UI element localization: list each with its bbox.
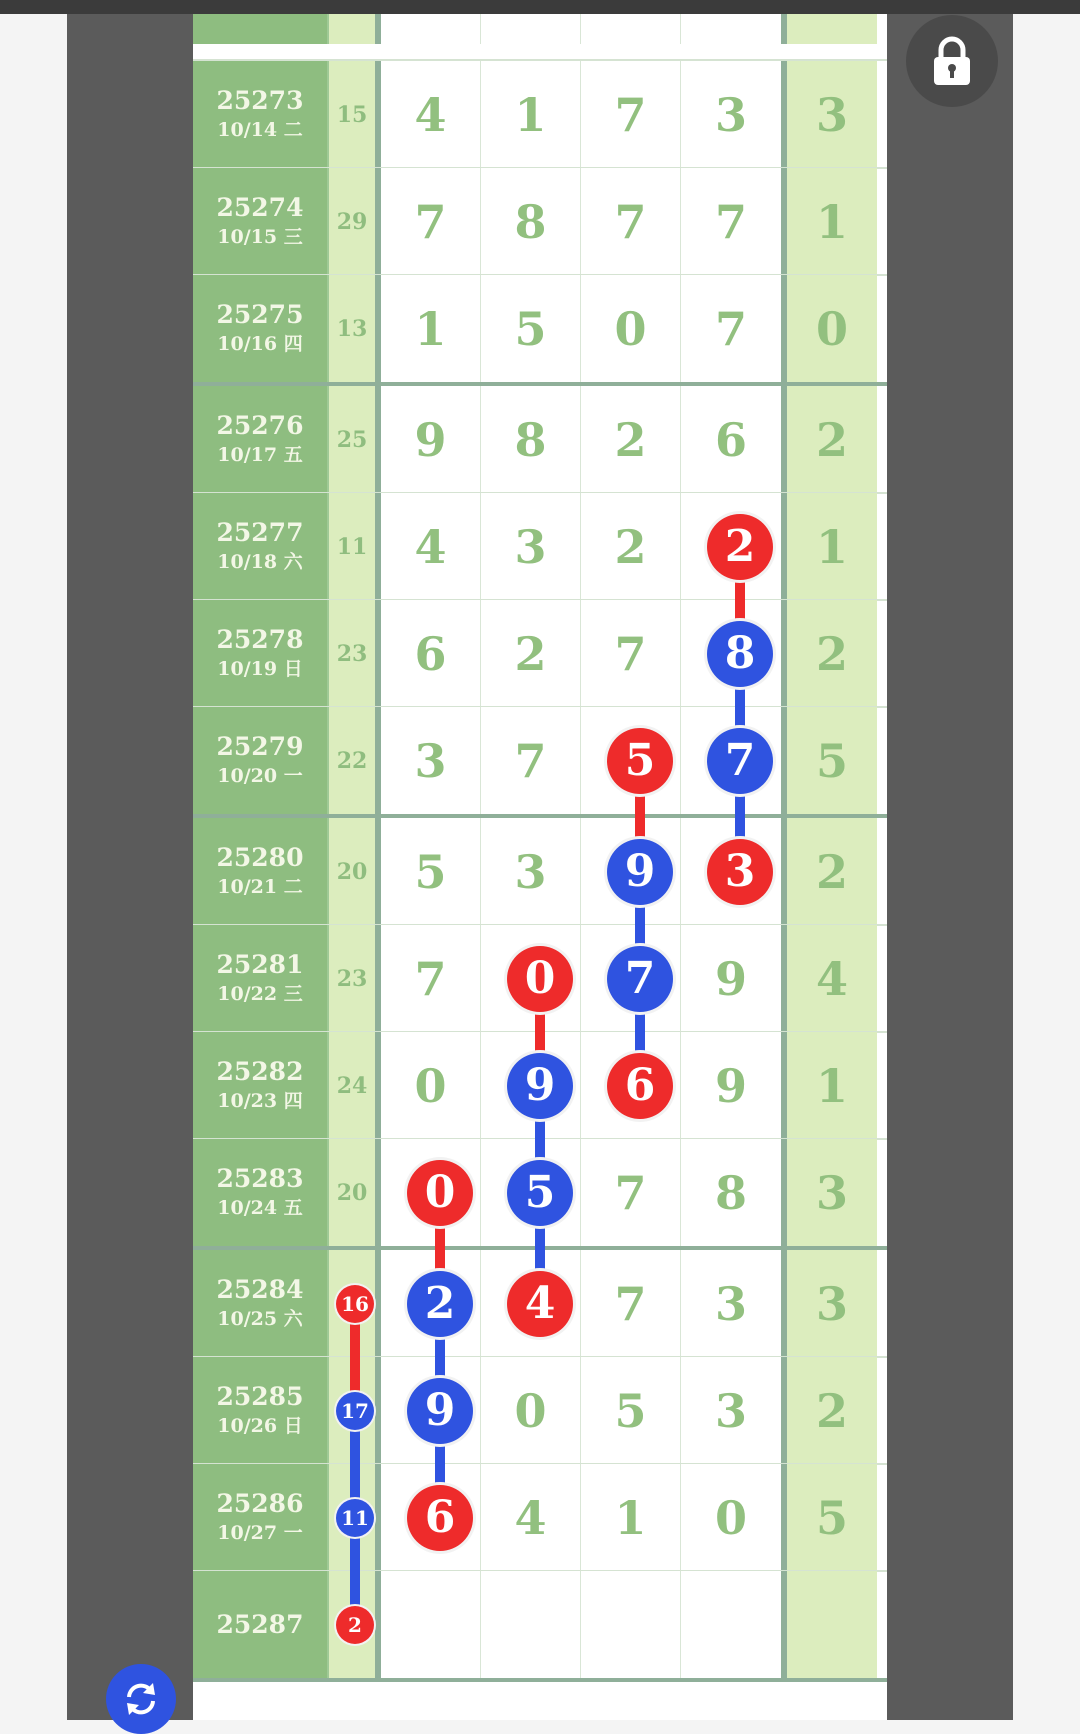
digit-cell-4: 0 [681,1464,781,1571]
sum-cell [329,14,381,44]
period-date: 10/26 日 [217,1414,303,1437]
digit-cell-3: 7 [581,168,681,275]
sum-cell: 24 [329,1032,381,1139]
sum-cell: 13 [329,275,381,382]
digit-cell-3: 1 [581,1464,681,1571]
trend-chart-table [193,14,887,1720]
digit-highlight-ball: 5 [507,1160,573,1226]
period-number: 25274 [216,192,304,222]
digit-cell-3: 7 [581,600,681,707]
sum-cell: 23 [329,600,381,707]
digit-cell [481,14,581,44]
digit-cell-4: 9 [681,925,781,1032]
refresh-button[interactable] [106,1664,176,1734]
digit-cell-1: 6 [381,600,481,707]
tail-cell: 2 [781,818,877,925]
digit-cell-2: 5 [481,275,581,382]
period-number: 25285 [216,1381,304,1411]
period-cell [193,386,329,493]
digit-highlight-ball: 9 [607,839,673,905]
tail-cell: 5 [781,707,877,814]
digit-highlight-ball: 3 [707,839,773,905]
table-row [193,600,887,707]
period-cell [193,1464,329,1571]
sum-cell: 20 [329,818,381,925]
digit-cell-4: 6 [681,386,781,493]
digit-cell-3: 7 [581,61,681,168]
period-number: 25282 [216,1056,304,1086]
table-row [193,493,887,600]
period-number: 25283 [216,1163,304,1193]
row-divider [193,1678,887,1682]
refresh-icon [121,1679,161,1719]
period-date: 10/15 三 [217,225,303,248]
period-date: 10/17 五 [217,443,303,466]
period-cell [193,600,329,707]
period-number: 25279 [216,731,304,761]
digit-cell-1 [381,1571,481,1678]
period-number: 25278 [216,624,304,654]
digit-cell-4: 7 [681,168,781,275]
period-date: 10/27 一 [217,1521,303,1544]
digit-cell-1: 3 [381,707,481,814]
digit-cell-2: 0 [481,1357,581,1464]
period-cell [193,493,329,600]
period-date: 10/21 二 [217,875,303,898]
sum-cell: 29 [329,168,381,275]
sum-highlight-ball: 17 [336,1392,374,1430]
digit-highlight-ball: 2 [407,1271,473,1337]
tail-cell: 4 [781,925,877,1032]
digit-highlight-ball: 8 [707,621,773,687]
digit-highlight-ball: 0 [407,1160,473,1226]
sum-cell: 22 [329,707,381,814]
digit-cell-3: 7 [581,1250,681,1357]
digit-cell-2 [481,1571,581,1678]
tail-cell: 1 [781,1032,877,1139]
tail-cell: 0 [781,275,877,382]
digit-highlight-ball: 7 [707,728,773,794]
digit-cell-3 [581,1571,681,1678]
table-row [193,1357,887,1464]
digit-highlight-ball: 9 [407,1378,473,1444]
sum-cell: 11 [329,493,381,600]
digit-cell [581,14,681,44]
digit-cell [681,14,781,44]
period-cell [193,925,329,1032]
period-cell [193,707,329,814]
period-date: 10/16 四 [217,332,303,355]
sum-cell: 23 [329,925,381,1032]
tail-cell [781,1571,877,1678]
digit-highlight-ball: 5 [607,728,673,794]
digit-cell [381,14,481,44]
digit-cell-1: 9 [381,386,481,493]
digit-cell-1: 4 [381,493,481,600]
period-cell [193,1357,329,1464]
digit-highlight-ball: 2 [707,514,773,580]
digit-cell-2: 8 [481,168,581,275]
digit-cell-1: 5 [381,818,481,925]
digit-cell-2: 4 [481,1464,581,1571]
digit-cell-4: 3 [681,61,781,168]
sum-highlight-ball: 16 [336,1285,374,1323]
tail-cell: 1 [781,168,877,275]
digit-highlight-ball: 7 [607,946,673,1012]
period-date: 10/24 五 [217,1196,303,1219]
digit-cell-4: 3 [681,1250,781,1357]
row-divider [193,59,887,61]
digit-highlight-ball: 6 [607,1053,673,1119]
table-row-partial [193,14,887,44]
digit-cell-3: 7 [581,1139,681,1246]
sum-highlight-ball: 11 [336,1499,374,1537]
period-cell [193,1250,329,1357]
tail-cell: 2 [781,600,877,707]
period-cell [193,1139,329,1246]
table-row [193,707,887,814]
period-number: 25287 [216,1609,304,1639]
period-cell [193,1571,329,1678]
period-date: 10/23 四 [217,1089,303,1112]
period-cell [193,1032,329,1139]
digit-cell-2: 1 [481,61,581,168]
digit-cell-4: 3 [681,1357,781,1464]
period-number: 25276 [216,410,304,440]
digit-cell-2: 3 [481,493,581,600]
digit-cell-2: 7 [481,707,581,814]
period-date: 10/20 一 [217,764,303,787]
sum-cell: 25 [329,386,381,493]
digit-cell-2: 8 [481,386,581,493]
period-cell [193,168,329,275]
period-cell [193,61,329,168]
period-number: 25280 [216,842,304,872]
status-bar [0,0,1080,14]
digit-cell-2: 3 [481,818,581,925]
period-number: 25281 [216,949,304,979]
period-date: 10/25 六 [217,1307,303,1330]
digit-cell-3: 2 [581,493,681,600]
digit-cell-3: 0 [581,275,681,382]
table-row [193,386,887,493]
period-date: 10/14 二 [217,118,303,141]
period-cell [193,275,329,382]
tail-cell: 3 [781,61,877,168]
table-row [193,168,887,275]
period-cell [193,818,329,925]
period-number: 25277 [216,517,304,547]
digit-cell-4: 9 [681,1032,781,1139]
sum-cell: 20 [329,1139,381,1246]
period-cell [193,14,329,44]
period-date: 10/22 三 [217,982,303,1005]
period-date: 10/19 日 [217,657,303,680]
table-row [193,61,887,168]
table-row [193,275,887,382]
sum-highlight-ball: 2 [336,1606,374,1644]
period-number: 25275 [216,299,304,329]
digit-cell-3: 5 [581,1357,681,1464]
digit-cell-2: 2 [481,600,581,707]
tail-cell [781,14,877,44]
table-row [193,1464,887,1571]
table-row [193,818,887,925]
digit-cell-4 [681,1571,781,1678]
period-number: 25286 [216,1488,304,1518]
digit-highlight-ball: 0 [507,946,573,1012]
tail-cell: 3 [781,1139,877,1246]
period-number: 25284 [216,1274,304,1304]
tail-cell: 3 [781,1250,877,1357]
tail-cell: 1 [781,493,877,600]
digit-cell-1: 7 [381,168,481,275]
digit-cell-1: 7 [381,925,481,1032]
lock-icon [930,35,974,87]
table-row [193,1571,887,1678]
digit-cell-1: 4 [381,61,481,168]
sum-cell: 15 [329,61,381,168]
digit-cell-4: 8 [681,1139,781,1246]
period-number: 25273 [216,85,304,115]
digit-highlight-ball: 9 [507,1053,573,1119]
period-date: 10/18 六 [217,550,303,573]
digit-cell-3: 2 [581,386,681,493]
digit-highlight-ball: 6 [407,1485,473,1551]
digit-cell-1: 1 [381,275,481,382]
tail-cell: 2 [781,1357,877,1464]
digit-cell-4: 7 [681,275,781,382]
tail-cell: 2 [781,386,877,493]
tail-cell: 5 [781,1464,877,1571]
digit-cell-1: 0 [381,1032,481,1139]
digit-highlight-ball: 4 [507,1271,573,1337]
lock-button[interactable] [906,15,998,107]
